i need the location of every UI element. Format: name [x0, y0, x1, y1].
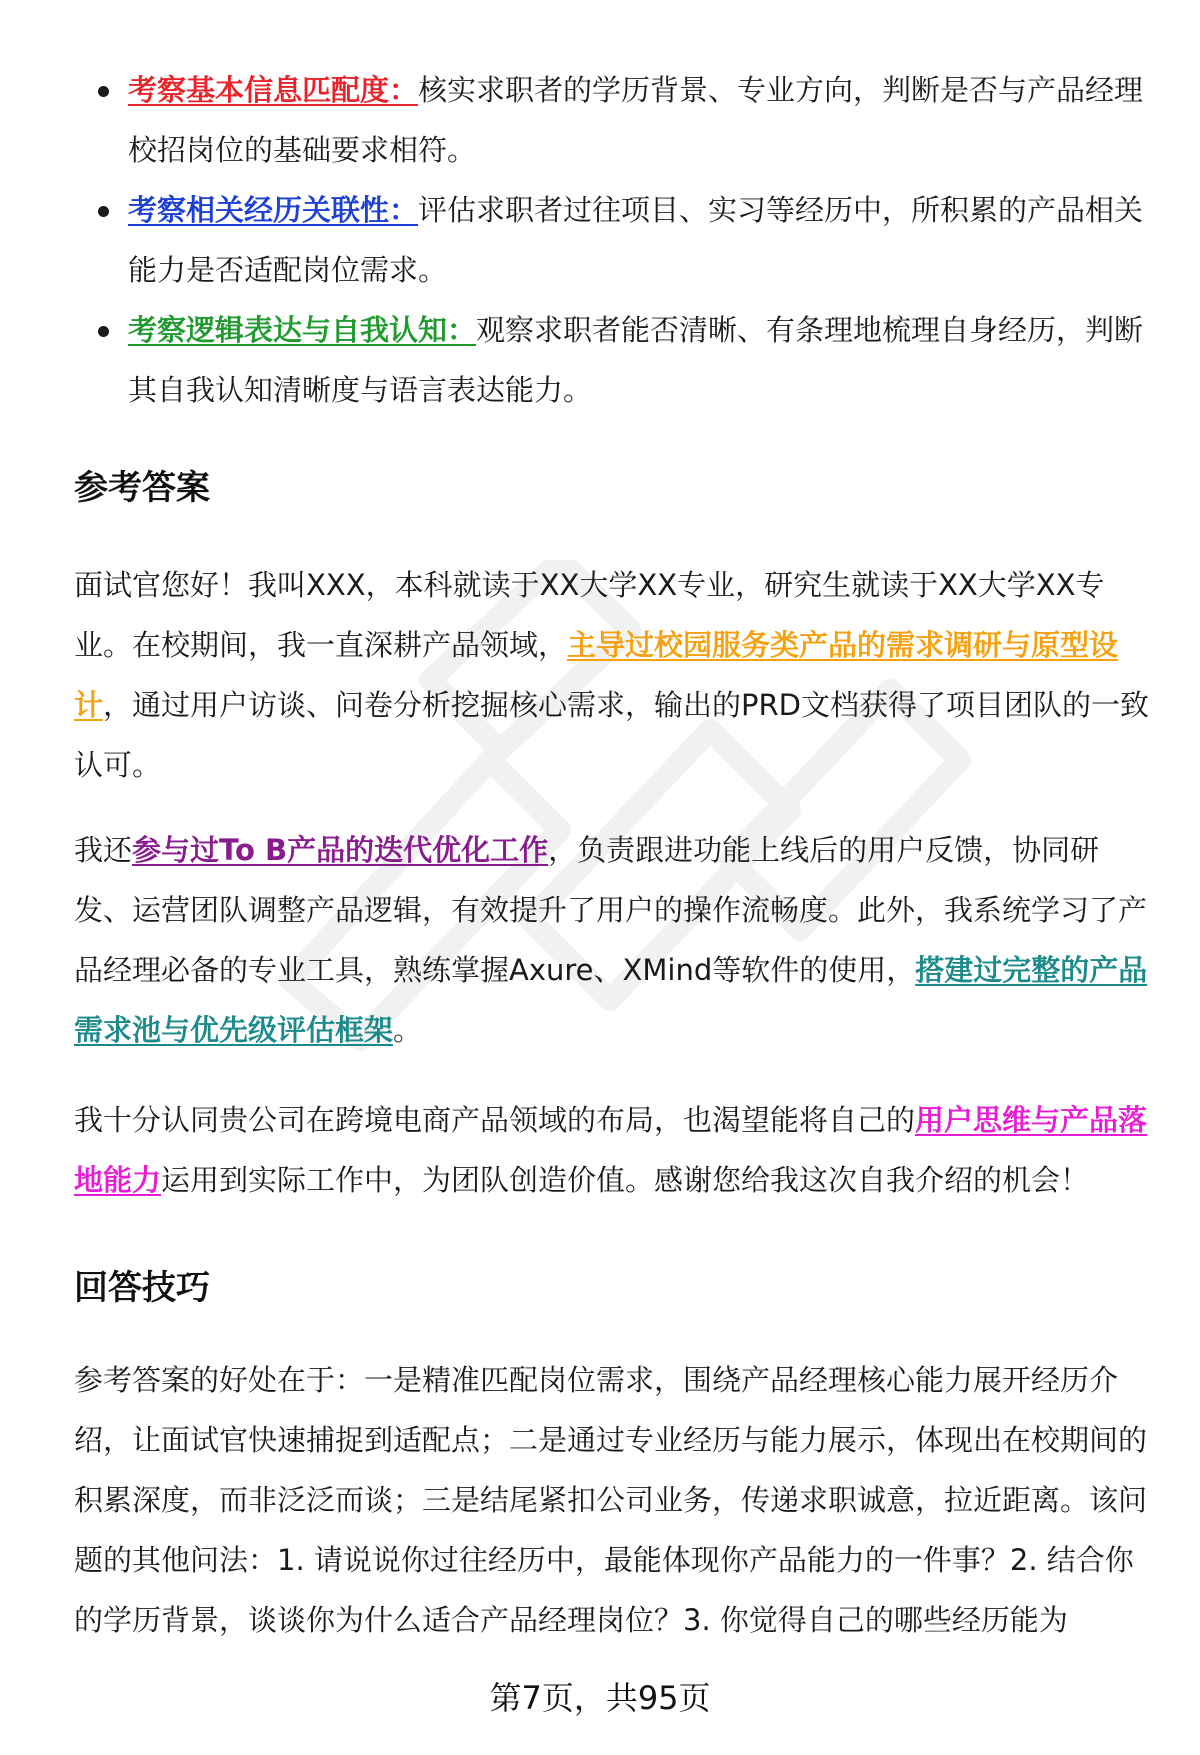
answer-text: ，通过用户访谈、问卷分析挖掘核心需求，输出的PRD文档获得了项目团队的一致认可。 — [74, 688, 1149, 782]
bullet-dot-icon — [98, 326, 109, 337]
criteria-text: 核实求职者的学历背景、专业方向，判断是否与产品经理校招岗位的基础要求相符。 — [128, 73, 1144, 167]
answer-text: 运用到实际工作中，为团队创造价值。感谢您给我这次自我介绍的机会！ — [161, 1163, 1090, 1197]
bullet-dot-icon — [98, 86, 109, 97]
criteria-keyword: 考察逻辑表达与自我认知： — [128, 313, 477, 347]
answer-text: 面试官您好！我叫XXX，本科就读于XX大学XX专业，研究生就读于XX大学XX专业。在校期间，我一直深耕产品领域， — [74, 568, 1105, 662]
answer-heading: 参考答案 — [74, 468, 210, 508]
criteria-list — [96, 60, 1146, 420]
criteria-item — [96, 180, 1146, 300]
answer-text: 。 — [393, 1013, 423, 1047]
tips-heading: 回答技巧 — [74, 1268, 210, 1308]
criteria-text: 观察求职者能否清晰、有条理地梳理自身经历，判断其自我认知清晰度与语言表达能力。 — [128, 313, 1144, 407]
criteria-keyword: 考察相关经历关联性： — [128, 193, 419, 227]
page-number: 第7页，共95页 — [489, 1679, 711, 1717]
bullet-dot-icon — [98, 206, 109, 217]
answer-highlight: 用户思维与产品落地能力 — [74, 1103, 1148, 1197]
answer-highlight: 主导过校园服务类产品的需求调研与原型设计 — [74, 628, 1119, 722]
criteria-text: 评估求职者过往项目、实习等经历中，所积累的产品相关能力是否适配岗位需求。 — [128, 193, 1144, 287]
answer-highlight: 参与过To B产品的迭代优化工作 — [132, 833, 549, 867]
answer-paragraph-3 — [74, 1090, 1154, 1210]
answer-text: 我十分认同贵公司在跨境电商产品领域的布局，也渴望能将自己的 — [74, 1103, 916, 1137]
criteria-item — [96, 60, 1146, 180]
criteria-keyword: 考察基本信息匹配度： — [128, 73, 419, 107]
answer-text: ，负责跟进功能上线后的用户反馈，协同研发、运营团队调整产品逻辑，有效提升了用户的操作流畅度。此外，我系统学习了产品经理必备的专业工具，熟练掌握Axure、XMind等软件的使用， — [74, 833, 1148, 987]
answer-paragraph-2 — [74, 820, 1154, 1060]
answer-highlight: 搭建过完整的产品需求池与优先级评估框架 — [74, 953, 1148, 1047]
answer-paragraph-1 — [74, 555, 1154, 795]
criteria-item — [96, 300, 1146, 420]
tips-paragraph: 参考答案的好处在于：一是精准匹配岗位需求，围绕产品经理核心能力展开经历介绍，让面试官快速捕捉到适配点；二是通过专业经历与能力展示，体现出在校期间的积累深度，而非泛泛而谈；三是结尾紧扣公司业务，传递求职诚意，拉近距离。该问题的其他问法：1. 请说说你过往经历中，最能体现你产品能力的一件事？2. 结合你的学历背景，谈谈你为什么适合产品经理岗位？3. 你觉得自己的哪些经历能为 — [74, 1363, 1148, 1637]
answer-text: 我还 — [74, 833, 133, 867]
